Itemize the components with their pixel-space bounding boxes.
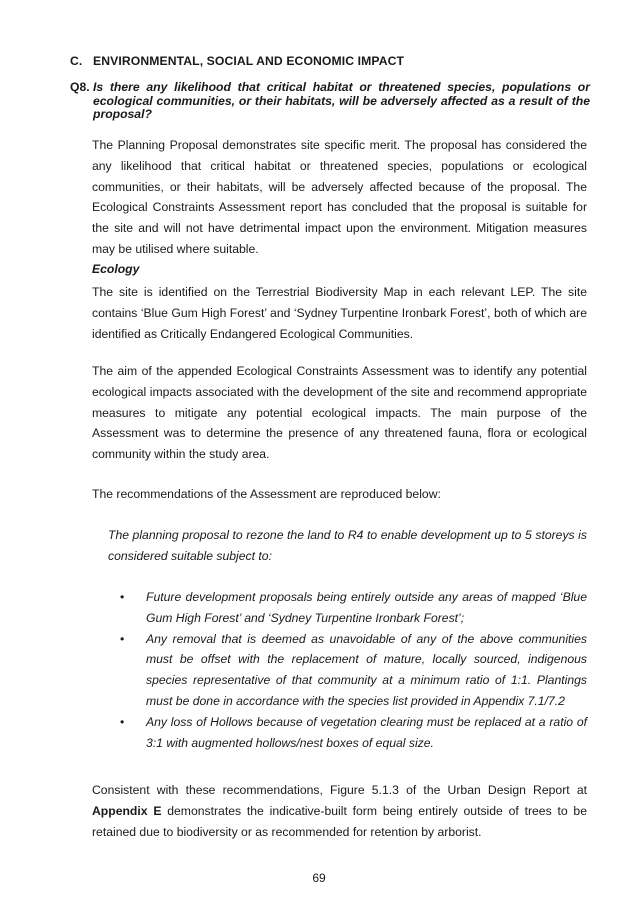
section-heading	[70, 54, 404, 68]
list-item	[108, 712, 587, 754]
quoted-recommendation: The planning proposal to rezone the land to R4 to enable development up to 5 storeys is considered suitable subject to:	[108, 528, 587, 563]
question-number: Q8.	[70, 80, 90, 94]
paragraph-biodiversity-map: The site is identified on the Terrestrial Biodiversity Map in each relevant LEP. The site contains ‘Blue Gum High Forest’ and ‘Sydney Turpentine Ironbark Forest’, both of which are identified as Critically Endangered Ecological Communities.	[92, 285, 587, 341]
ecology-heading: Ecology	[92, 262, 140, 276]
page-number: 69	[312, 871, 326, 885]
bullet-marker: •	[120, 714, 125, 729]
list-item-text: Any loss of Hollows because of vegetation clearing must be replaced at a ratio of 3:1 with augmented hollows/nest boxes of equal size.	[146, 714, 587, 750]
question-text: Is there any likelihood that critical habitat or threatened species, populations or ecological communities, or their habitats, will be adversely affected as a result of the proposal?	[93, 80, 590, 121]
section-title: ENVIRONMENTAL, SOCIAL AND ECONOMIC IMPACT	[93, 54, 405, 68]
question-block	[70, 81, 590, 122]
consistency-text-end: demonstrates the indicative-built form being entirely outside of trees to be retained due to biodiversity or as recommended for retention by arborist.	[92, 803, 587, 839]
list-item	[108, 587, 587, 629]
appendix-reference: Appendix E	[92, 803, 162, 818]
paragraph-site-merit: The Planning Proposal demonstrates site specific merit. The proposal has considered the any likelihood that critical habitat or threatened species, populations or ecological communities, or their habitats, will be adversely affected because of the proposal. The Ecological Constraints Assessment report has concluded that the proposal is suitable for the site and will not have detrimental impact upon the environment. Mitigation measures may be utilised where suitable.	[92, 138, 587, 256]
section-letter: C.	[70, 54, 83, 68]
bullet-marker: •	[120, 590, 125, 604]
consistency-text-start: Consistent with these recommendations, Figure 5.1.3 of the Urban Design Report at	[92, 783, 587, 797]
paragraph-recommendations-intro: The recommendations of the Assessment are reproduced below:	[92, 487, 441, 501]
paragraph-assessment-aim: The aim of the appended Ecological Constraints Assessment was to identify any potential ecological impacts associated with the development of the site and recommend appropriate measures to mitigate any potential ecological impacts. The main purpose of the Assessment was to determine the presence of any threatened fauna, flora or ecological community within the study area.	[92, 364, 587, 462]
paragraph-consistency	[92, 780, 587, 842]
list-item-text: Any removal that is deemed as unavoidable of any of the above communities must be offset with the replacement of mature, locally sourced, indigenous species representative of that community at a minimum ratio of 1:1. Plantings must be done in accordance with the species list provided in Appendix 7.1/7.2	[146, 631, 587, 708]
list-item-text: Future development proposals being entirely outside any areas of mapped ‘Blue Gum High Forest’ and ‘Sydney Turpentine Ironbark Forest’;	[146, 590, 587, 625]
bullet-marker: •	[120, 631, 125, 646]
recommendation-list	[108, 587, 587, 753]
list-item	[108, 629, 587, 712]
